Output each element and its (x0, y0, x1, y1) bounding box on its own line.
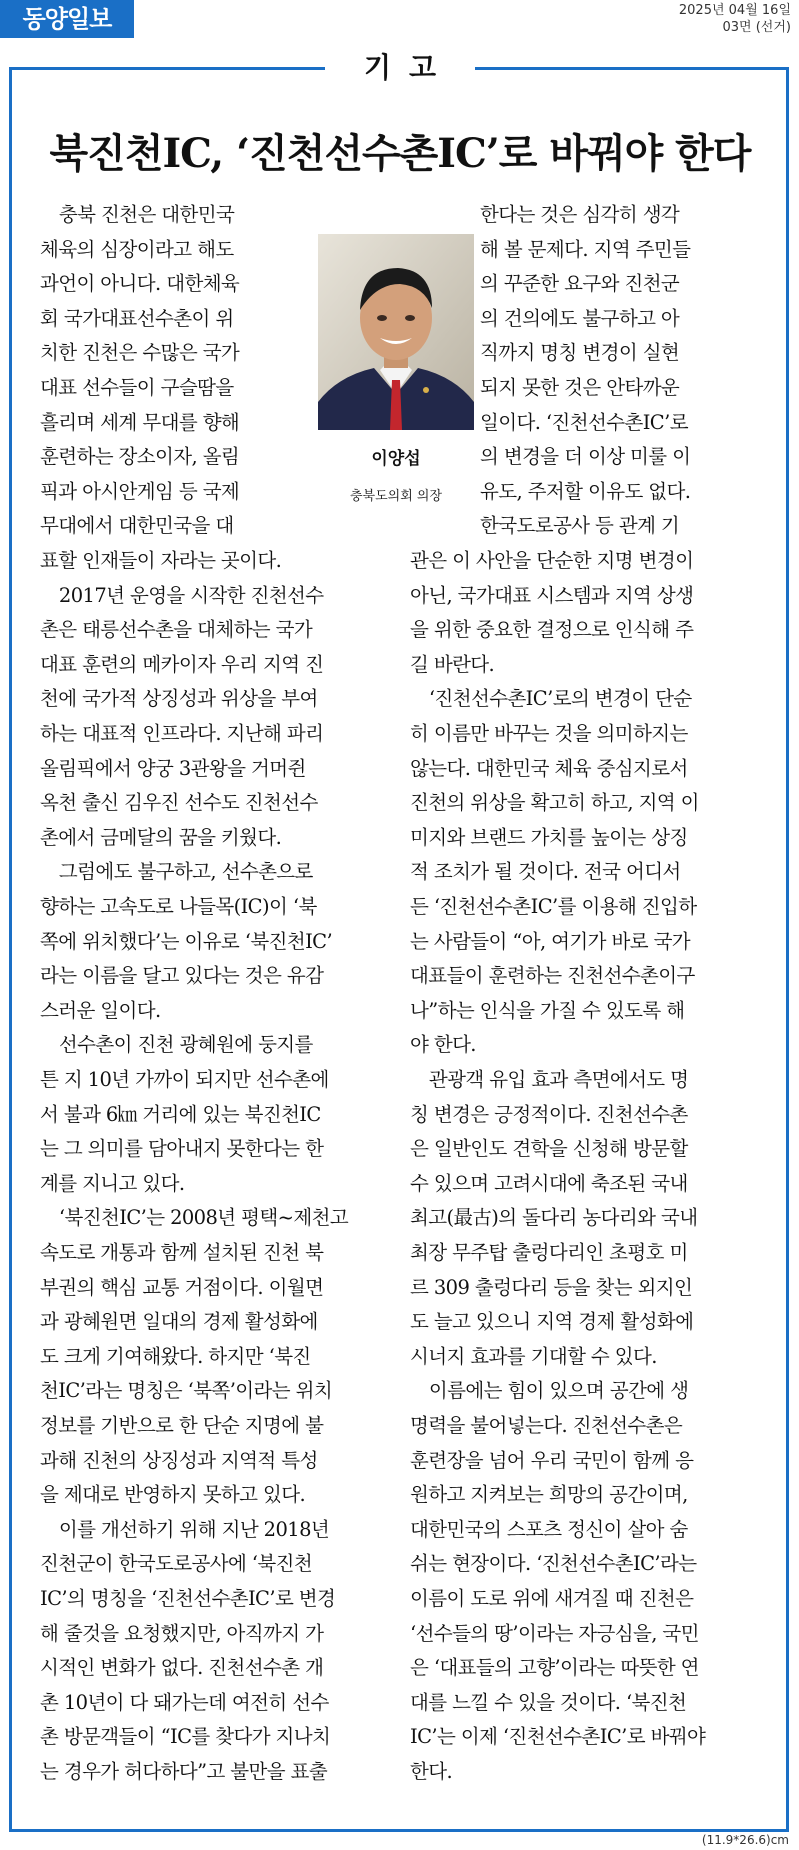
article-line: 이름에는 힘이 있으며 공간에 생 (410, 1379, 689, 1403)
article-line: 원하고 지켜보는 희망의 공간이며, (410, 1483, 688, 1507)
article-line: 천에 국가적 상징성과 위상을 부여 (40, 687, 318, 711)
article-size: (11.9*26.6)cm (701, 1833, 789, 1847)
article-line: 촌 방문객들이 “IC를 찾다가 지나치 (40, 1725, 331, 1749)
article-line: 도 늘고 있으니 지역 경제 활성화에 (410, 1310, 694, 1334)
article-line: 선수촌이 진천 광혜원에 둥지를 (40, 1033, 313, 1057)
article-line: 충북 진천은 대한민국 (40, 203, 235, 226)
article-line: 진천군이 한국도로공사에 ‘북진천 (40, 1552, 313, 1576)
article-line: 무대에서 대한민국을 대 (40, 514, 234, 538)
article-line: 올림픽에서 양궁 3관왕을 거머쥔 (40, 756, 306, 780)
article-line: 하는 대표적 인프라다. 지난해 파리 (40, 722, 324, 745)
article-line: 과언이 아니다. 대한체육 (40, 272, 240, 296)
article-line: 2017년 운영을 시작한 진천선수 (40, 583, 324, 607)
article-line: 부권의 핵심 교통 거점이다. 이월면 (40, 1275, 324, 1299)
article-line: 직까지 명칭 변경이 실현 (480, 341, 680, 365)
article-line: 쉬는 현장이다. ‘진천선수촌IC’라는 (410, 1552, 697, 1576)
article-line: 라는 이름을 달고 있다는 것은 유감 (40, 964, 324, 988)
article-line: 유도, 주저할 이유도 없다. (480, 479, 691, 503)
article-line: 는 그 의미를 담아내지 못한다는 한 (40, 1137, 324, 1161)
article-line: 체육의 심장이라고 해도 (40, 237, 234, 261)
article-line: 는 경우가 허다하다”고 불만을 표출 (40, 1760, 328, 1783)
article-line: 쪽에 위치했다’는 이유로 ‘북진천IC’ (40, 929, 333, 953)
article-line: 수 있으며 고려시대에 축조된 국내 (410, 1171, 688, 1195)
article-line: ‘진천선수촌IC’로의 변경이 단순 (410, 687, 692, 711)
article-line: 은 일반인도 견학을 신청해 방문할 (410, 1137, 688, 1161)
newspaper-logo: 동양일보 (0, 0, 134, 38)
article-line: 촌 10년이 다 돼가는데 여전히 선수 (40, 1690, 329, 1714)
section-label: 기고 (325, 46, 475, 90)
publication-date: 2025년 04월 16일 (678, 3, 791, 18)
article-line: 적 조치가 될 것이다. 전국 어디서 (410, 860, 681, 884)
author-title: 충북도의회 의장 (349, 489, 443, 504)
article-line: IC’는 이제 ‘진천선수촌IC’로 바꿔야 (410, 1725, 706, 1749)
article-line: 흘리며 세계 무대를 향해 (40, 410, 240, 434)
article-line: 속도로 개통과 함께 설치된 진천 북 (40, 1241, 324, 1264)
article-line: 진천의 위상을 확고히 하고, 지역 이 (410, 791, 699, 815)
article-line: 대표 훈련의 메카이자 우리 지역 진 (40, 652, 324, 676)
article-line: 시너지 효과를 기대할 수 있다. (410, 1344, 657, 1368)
author-portrait-icon (318, 234, 474, 430)
article-line: 대표들이 훈련하는 진천선수촌이구 (410, 964, 695, 988)
article-line: 대표 선수들이 구슬땀을 (40, 376, 234, 399)
article-line: 과 광혜원면 일대의 경제 활성화에 (40, 1310, 318, 1334)
article-line: 정보를 기반으로 한 단순 지명에 불 (40, 1414, 324, 1437)
article-line: 명력을 불어넣는다. 진천선수촌은 (410, 1414, 683, 1437)
article-line: 이름이 도로 위에 새겨질 때 진천은 (410, 1587, 694, 1610)
article-line: 의 꾸준한 요구와 진천군 (480, 272, 680, 296)
article-line: 의 변경을 더 이상 미룰 이 (480, 445, 691, 469)
article-line: 향하는 고속도로 나들목(IC)이 ‘북 (40, 895, 317, 918)
article-line: 관은 이 사안을 단순한 지명 변경이 (410, 549, 694, 572)
page-section: 03면 (선거) (722, 20, 791, 35)
article-line: 해 볼 문제다. 지역 주민들 (480, 237, 691, 261)
article-line: 칭 변경은 긍정적이다. 진천선수촌 (410, 1102, 688, 1126)
article-line: 픽과 아시안게임 등 국제 (40, 479, 240, 503)
article-line: 히 이름만 바꾸는 것을 의미하지는 (410, 722, 688, 745)
article-line: 이를 개선하기 위해 지난 2018년 (40, 1517, 330, 1541)
article-line: 나”하는 인식을 가질 수 있도록 해 (410, 998, 685, 1022)
author-name: 이양섭 (371, 449, 421, 469)
article-line: 시적인 변화가 없다. 진천선수촌 개 (40, 1656, 324, 1680)
article-line: ‘북진천IC’는 2008년 평택~제천고 (40, 1206, 349, 1230)
article-line: 대를 느낄 수 있을 것이다. ‘북진천 (410, 1690, 687, 1714)
article-line: 해 줄것을 요청했지만, 아직까지 가 (40, 1621, 324, 1645)
article-line: IC’의 명칭을 ‘진천선수촌IC’로 변경 (40, 1587, 336, 1610)
article-line: 않는다. 대한민국 체육 중심지로서 (410, 756, 688, 780)
article-line: 계를 지니고 있다. (40, 1171, 185, 1195)
article-line: 표할 인재들이 자라는 곳이다. (40, 549, 282, 572)
article-line: 서 불과 6㎞ 거리에 있는 북진천IC (40, 1102, 321, 1126)
article-line: 한다는 것은 심각히 생각 (480, 203, 680, 226)
article-line: 촌은 태릉선수촌을 대체하는 국가 (40, 618, 313, 642)
article-line: 르 309 출렁다리 등을 찾는 외지인 (410, 1275, 693, 1299)
article-line: 옥천 출신 김우진 선수도 진천선수 (40, 791, 318, 815)
article-line: 훈련하는 장소이자, 올림 (40, 445, 240, 469)
article-line: 아닌, 국가대표 시스템과 지역 상생 (410, 583, 694, 607)
article-line: 도 크게 기여해왔다. 하지만 ‘북진 (40, 1344, 311, 1368)
article-line: 그럼에도 불구하고, 선수촌으로 (40, 860, 313, 884)
article-line: 훈련장을 넘어 우리 국민이 함께 응 (410, 1448, 694, 1472)
author-photo (318, 234, 474, 430)
article-line: 길 바란다. (410, 652, 495, 676)
article-line: ‘선수들의 땅’이라는 자긍심을, 국민 (410, 1621, 699, 1645)
article-line: 든 ‘진천선수촌IC’를 이용해 진입하 (410, 895, 697, 918)
article-line: 최고(最古)의 돌다리 농다리와 국내 (410, 1206, 698, 1230)
article-line: 되지 못한 것은 안타까운 (480, 376, 680, 399)
article-line: 회 국가대표선수촌이 위 (40, 306, 234, 330)
article-line: 촌에서 금메달의 꿈을 키웠다. (40, 825, 282, 849)
article-line: 과해 진천의 상징성과 지역적 특성 (40, 1448, 318, 1472)
article-line: 한다. (410, 1760, 453, 1783)
article-line: 스러운 일이다. (40, 998, 161, 1022)
publication-meta (679, 2, 791, 36)
article-line: 치한 진천은 수많은 국가 (40, 341, 240, 365)
article-line: 야 한다. (410, 1033, 476, 1057)
article-line: 대한민국의 스포츠 정신이 살아 숨 (410, 1517, 688, 1541)
headline: 북진천IC, ‘진천선수촌IC’로 바꿔야 한다 (49, 130, 751, 177)
article-line: 관광객 유입 효과 측면에서도 명 (410, 1068, 689, 1091)
article-line: 을 제대로 반영하지 못하고 있다. (40, 1483, 306, 1507)
article-line: 을 위한 중요한 결정으로 인식해 주 (410, 618, 694, 642)
article-line: 은 ‘대표들의 고향’이라는 따뜻한 연 (410, 1656, 699, 1680)
article-line: 최장 무주탑 출렁다리인 초평호 미 (410, 1241, 688, 1264)
article-line: 는 사람들이 “아, 여기가 바로 국가 (410, 929, 691, 953)
article-line: 천IC’라는 명칭은 ‘북쪽’이라는 위치 (40, 1379, 333, 1403)
article-line: 미지와 브랜드 가치를 높이는 상징 (410, 825, 688, 849)
article-line: 튼 지 10년 가까이 되지만 선수촌에 (40, 1068, 329, 1091)
article-line: 의 건의에도 불구하고 아 (480, 306, 680, 330)
article-line: 일이다. ‘진천선수촌IC’로 (480, 410, 688, 434)
article-line: 한국도로공사 등 관계 기 (480, 514, 680, 538)
